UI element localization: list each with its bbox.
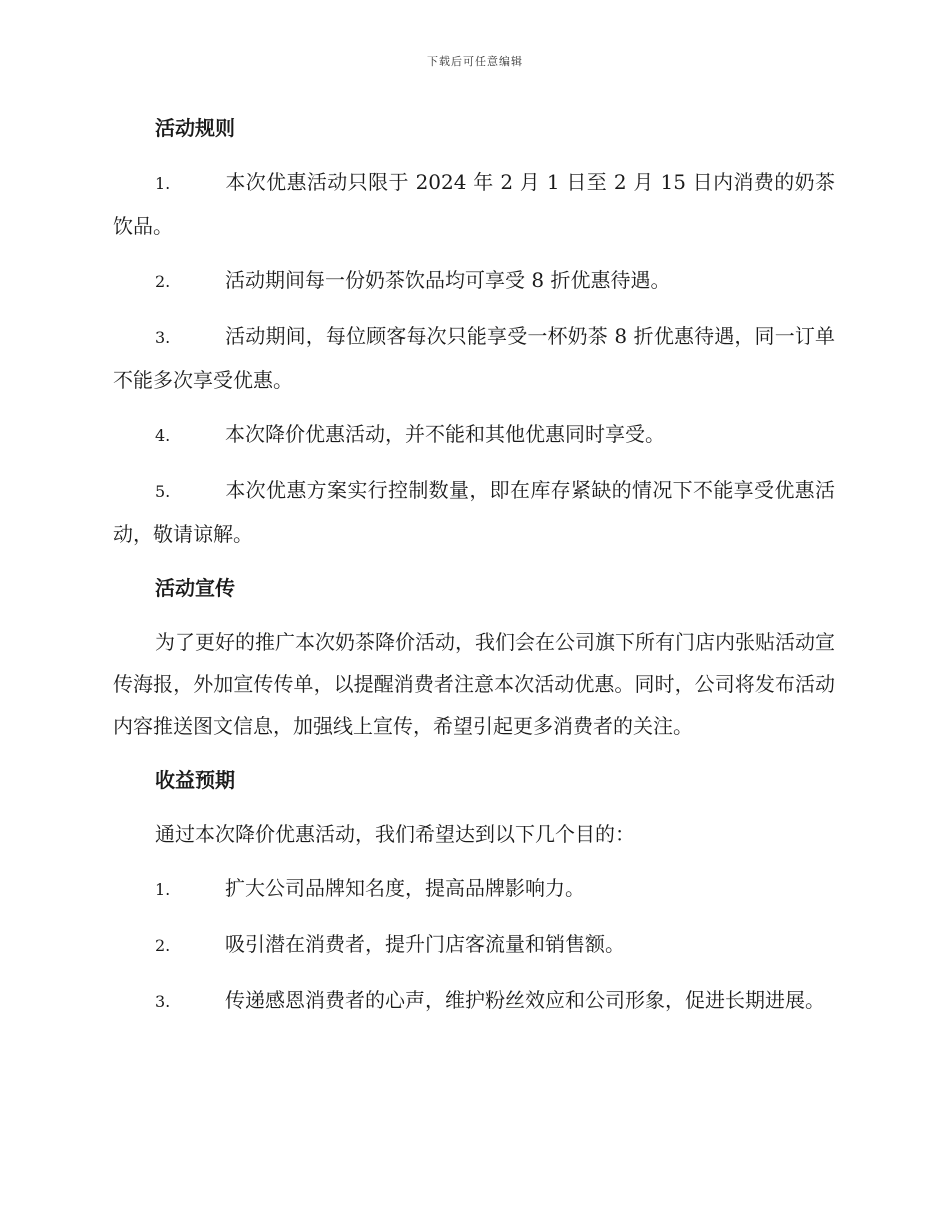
benefit-item-number: 3. bbox=[155, 992, 171, 1011]
benefit-item-text: 扩大公司品牌知名度，提高品牌影响力。 bbox=[225, 876, 585, 900]
benefit-item bbox=[113, 979, 835, 1023]
rule-item bbox=[113, 469, 835, 555]
page-header-note: 下载后可任意编辑 bbox=[427, 55, 523, 68]
benefit-item bbox=[113, 923, 835, 967]
rule-item bbox=[113, 413, 835, 457]
benefit-item-number: 2. bbox=[155, 936, 171, 955]
rule-item bbox=[113, 161, 835, 247]
rule-item-number: 5. bbox=[155, 482, 171, 501]
rule-item-text: 本次降价优惠活动，并不能和其他优惠同时享受。 bbox=[225, 422, 665, 446]
rule-item-text: 本次优惠活动只限于 2024 年 2 月 1 日至 2 月 15 日内消费的奶茶饮品。 bbox=[113, 170, 835, 238]
section-heading-rules: 活动规则 bbox=[155, 116, 235, 140]
rule-item-text: 本次优惠方案实行控制数量，即在库存紧缺的情况下不能享受优惠活动，敬请谅解。 bbox=[113, 478, 835, 546]
benefits-intro: 通过本次降价优惠活动，我们希望达到以下几个目的： bbox=[155, 822, 635, 846]
benefit-item-text: 传递感恩消费者的心声，维护粉丝效应和公司形象，促进长期进展。 bbox=[225, 988, 825, 1012]
section-heading-promotion: 活动宣传 bbox=[155, 576, 235, 600]
rule-item bbox=[113, 315, 835, 401]
rule-item-text: 活动期间每一份奶茶饮品均可享受 8 折优惠待遇。 bbox=[225, 268, 671, 292]
rule-item bbox=[113, 259, 835, 303]
benefit-item-text: 吸引潜在消费者，提升门店客流量和销售额。 bbox=[225, 932, 625, 956]
rule-item-text: 活动期间，每位顾客每次只能享受一杯奶茶 8 折优惠待遇，同一订单不能多次享受优惠。 bbox=[113, 324, 835, 392]
benefit-item-number: 1. bbox=[155, 880, 171, 899]
rule-item-number: 4. bbox=[155, 426, 171, 445]
rule-item-number: 3. bbox=[155, 328, 171, 347]
rule-item-number: 2. bbox=[155, 272, 171, 291]
rule-item-number: 1. bbox=[155, 174, 171, 193]
benefit-item bbox=[113, 867, 835, 911]
document-body bbox=[113, 107, 835, 1035]
section-heading-benefits: 收益预期 bbox=[155, 768, 235, 792]
promotion-paragraph: 为了更好的推广本次奶茶降价活动，我们会在公司旗下所有门店内张贴活动宣传海报，外加宣传传单，以提醒消费者注意本次活动优惠。同时，公司将发布活动内容推送图文信息，加强线上宣传，希望引起更多消费者的关注。 bbox=[113, 630, 835, 738]
